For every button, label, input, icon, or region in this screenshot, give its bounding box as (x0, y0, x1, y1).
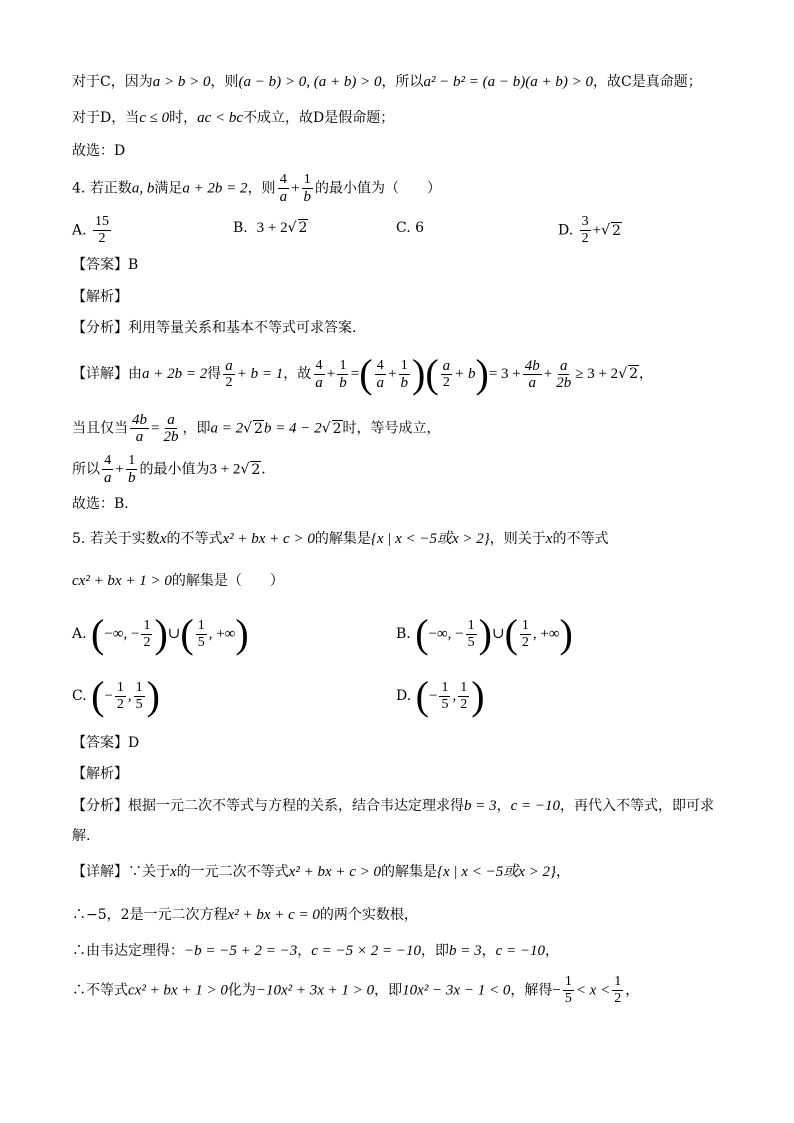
math: a² − b² = (a − b)(a + b) > 0 (423, 74, 594, 90)
q4-detail: 【详解】由a + 2b = 2得 $\frac{a}{2}$ + b = 1，故 $\frac{4}{a}$ + $\frac{1}{b}$ =( $\frac{4}{a}$ + $\frac{1}{b}$ )( $\frac{a}{2}$ + b)= 3 + $\frac{4b}{a}$ + $\frac{a}{2b}$ ≥ 3 + 2√ 2， (72, 351, 654, 396)
fraction: $\frac{1}{b}$ (303, 172, 312, 205)
q5-fenxi-1: 【分析】根据一元二次不等式与方程的关系，结合韦达定理求得b = 3，c = −10，再代入不等式，即可求 (72, 798, 715, 814)
text: ，故C是真命题； (593, 74, 702, 90)
math: c ≤ 0 (139, 110, 170, 126)
text: ，所以 (381, 74, 424, 90)
question-5-stem-2: cx² + bx + 1 > 0的解集是（ ） (72, 573, 284, 589)
text: ，则 (247, 180, 276, 197)
math: + (291, 180, 300, 197)
text: 4. 若正数 (72, 180, 132, 197)
solution-c-line (72, 72, 702, 92)
q5-answer: 【答案】D (72, 735, 140, 751)
fraction: $\frac{4}{a}$ (279, 172, 288, 205)
text: ，则 (210, 74, 239, 90)
q4-answer: 【答案】B (72, 257, 139, 273)
q4-option-c: C. 6 (396, 220, 425, 236)
text: 对于C，因为 (72, 74, 153, 90)
q5-analysis-label: 【解析】 (72, 766, 128, 782)
text: 不成立，故D是假命题； (243, 110, 395, 126)
text: 满足 (154, 180, 183, 197)
math: a + 2b = 2 (182, 180, 248, 197)
q5-detail-3: ∴由韦达定理得：−b = −5 + 2 = −3，c = −5 × 2 = −10，即b = 3，c = −10， (72, 943, 560, 959)
text: 的最小值为（ ） (315, 180, 442, 197)
math: ac < bc (197, 110, 244, 126)
q4-equality: 当且仅当 $\frac{4b}{a}$ = $\frac{a}{2b}$ ，即a = 2√ 2b = 4 − 2√ 2时，等号成立， (72, 412, 441, 445)
q4-fenxi: 【分析】利用等量关系和基本不等式可求答案. (72, 320, 357, 336)
math: a, b (131, 180, 155, 197)
q5-option-c: C. (− $\frac{1}{2}$ , $\frac{1}{5}$ ) (72, 673, 160, 718)
q5-option-a: A. (−∞, − $\frac{1}{2}$ )∪( $\frac{1}{5}$ , +∞) (72, 611, 249, 656)
question-5-stem-1: 5. 若关于实数x的不等式x² + bx + c > 0的解集是{x | x < −5或x > 2}，则关于x的不等式 (72, 531, 609, 547)
q4-option-d: D. $\frac{3}{2}$ +√ 2 (558, 214, 621, 246)
q4-minimum: 所以 $\frac{4}{a}$ + $\frac{1}{b}$ 的最小值为3 + 2√ 2. (72, 453, 266, 486)
math: (a − b) > 0, (a + b) > 0 (238, 74, 382, 90)
text: 时， (169, 110, 198, 126)
q5-option-b: B. (−∞, − $\frac{1}{5}$ )∪( $\frac{1}{2}$ , +∞) (396, 611, 573, 656)
q4-analysis-label: 【解析】 (72, 289, 128, 305)
q5-detail-2: ∴−5，2是一元二次方程x² + bx + c = 0的两个实数根， (72, 907, 418, 923)
q4-option-a: A. $\frac{15}{2}$ (72, 214, 110, 246)
text: 对于D，当 (72, 110, 140, 126)
question-4-stem (72, 172, 441, 205)
q5-detail-4: ∴不等式cx² + bx + 1 > 0化为−10x² + 3x + 1 > 0，即10x² − 3x − 1 < 0，解得− $\frac{1}{5}$ < x < $\frac{1}{2}$ ， (72, 974, 640, 1006)
q4-option-b: B. 3 + 2√ 2 (233, 220, 308, 236)
q5-option-d: D. (− $\frac{1}{5}$ , $\frac{1}{2}$ ) (396, 673, 485, 718)
q5-detail-1: 【详解】∵关于x的一元二次不等式x² + bx + c > 0的解集是{x | x < −5或x > 2}， (72, 864, 570, 880)
q4-choose: 故选：B． (72, 496, 139, 512)
math: a > b > 0 (152, 74, 211, 90)
prev-choose: 故选：D (72, 143, 126, 159)
solution-d-line (72, 108, 394, 128)
q5-fenxi-2: 解. (72, 828, 91, 844)
